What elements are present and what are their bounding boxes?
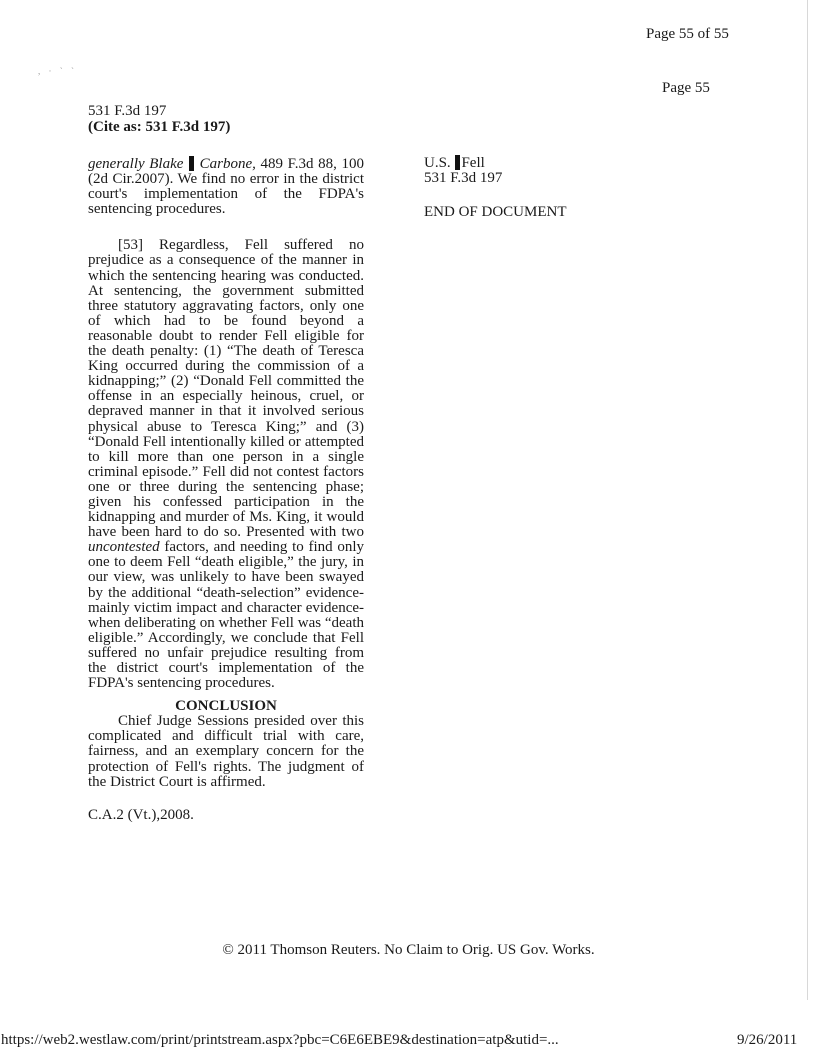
case-party-us: U.S. <box>424 155 451 171</box>
emphasis-italic: uncontested <box>88 539 160 556</box>
end-of-document-label: END OF DOCUMENT <box>424 204 567 220</box>
left-text-column <box>88 156 364 823</box>
page-of-label: Page 55 of 55 <box>646 26 729 42</box>
case-party-fell: Fell <box>461 155 485 171</box>
paragraph-text: factors, and needing to find only one to deem Fell “death eligible,” the jury, in our view, was unlikely to have been swayed by the additional “death-selection” evidence-mainly victim impact and character evidence-when deliberating on whether Fell was “death eligible.” Accordingly, we conclude that Fell suffered no unfair prejudice resulting from the district court's implementation of the FDPA's sentencing procedures. <box>88 539 364 692</box>
opinion-paragraph-1 <box>88 156 364 217</box>
case-reporter-line: 531 F.3d 197 <box>424 170 503 186</box>
case-name-italic: Carbone, <box>199 156 256 172</box>
paragraph-text: [53] Regardless, Fell suffered no prejudice as a consequence of the manner in which the sentencing hearing was conducted. At sentencing, the government submitted three statutory aggravating factors, only one of which had to be found beyond a reasonable doubt to render Fell eligible for the death penalty: (1) “The death of Teresca King occurred during the commission of a kidnapping;” (2) “Donald Fell committed the offense in an especially heinous, cruel, or depraved manner in that it involved serious physical abuse to Teresca King;” and (3) “Donald Fell intentionally killed or attempted to kill more than one person in a single criminal episode.” Fell did not contest factors one or three during the sentencing phase; given his confessed participation in the kidnapping and murder of Ms. King, it would have been hard to do so. Presented with two <box>88 237 364 541</box>
cite-as-line: (Cite as: 531 F.3d 197) <box>88 119 231 135</box>
reporter-citation: 531 F.3d 197 <box>88 103 167 119</box>
page-number-label: Page 55 <box>662 80 710 96</box>
conclusion-heading: CONCLUSION <box>175 698 277 715</box>
scan-artifact-marks: , · ` ` <box>38 66 77 76</box>
court-citation-line: C.A.2 (Vt.),2008. <box>88 806 194 823</box>
conclusion-paragraph: Chief Judge Sessions presided over this complicated and difficult trial with care, fairness, and an exemplary concern for the protection of Fell's rights. The judgment of the District Court is affirmed. <box>88 713 364 790</box>
print-date: 9/26/2011 <box>737 1032 798 1048</box>
opinion-paragraph-2 <box>88 238 364 691</box>
case-name-italic: generally Blake <box>88 156 184 172</box>
source-url: https://web2.westlaw.com/print/printstream.aspx?pbc=C6E6EBE9&destination=atp&utid=... <box>1 1032 559 1048</box>
right-text-column <box>424 155 644 220</box>
redaction-mark <box>455 155 460 170</box>
case-title-line <box>424 155 644 171</box>
copyright-notice: © 2011 Thomson Reuters. No Claim to Orig. US Gov. Works. <box>222 942 595 958</box>
redaction-mark <box>189 156 194 171</box>
paragraph-text: 489 F.3d 88, 100 (2d Cir.2007). We find no error in the district court's implementation of the FDPA's sentencing procedures. <box>88 156 365 218</box>
page-edge-divider <box>807 0 808 1000</box>
